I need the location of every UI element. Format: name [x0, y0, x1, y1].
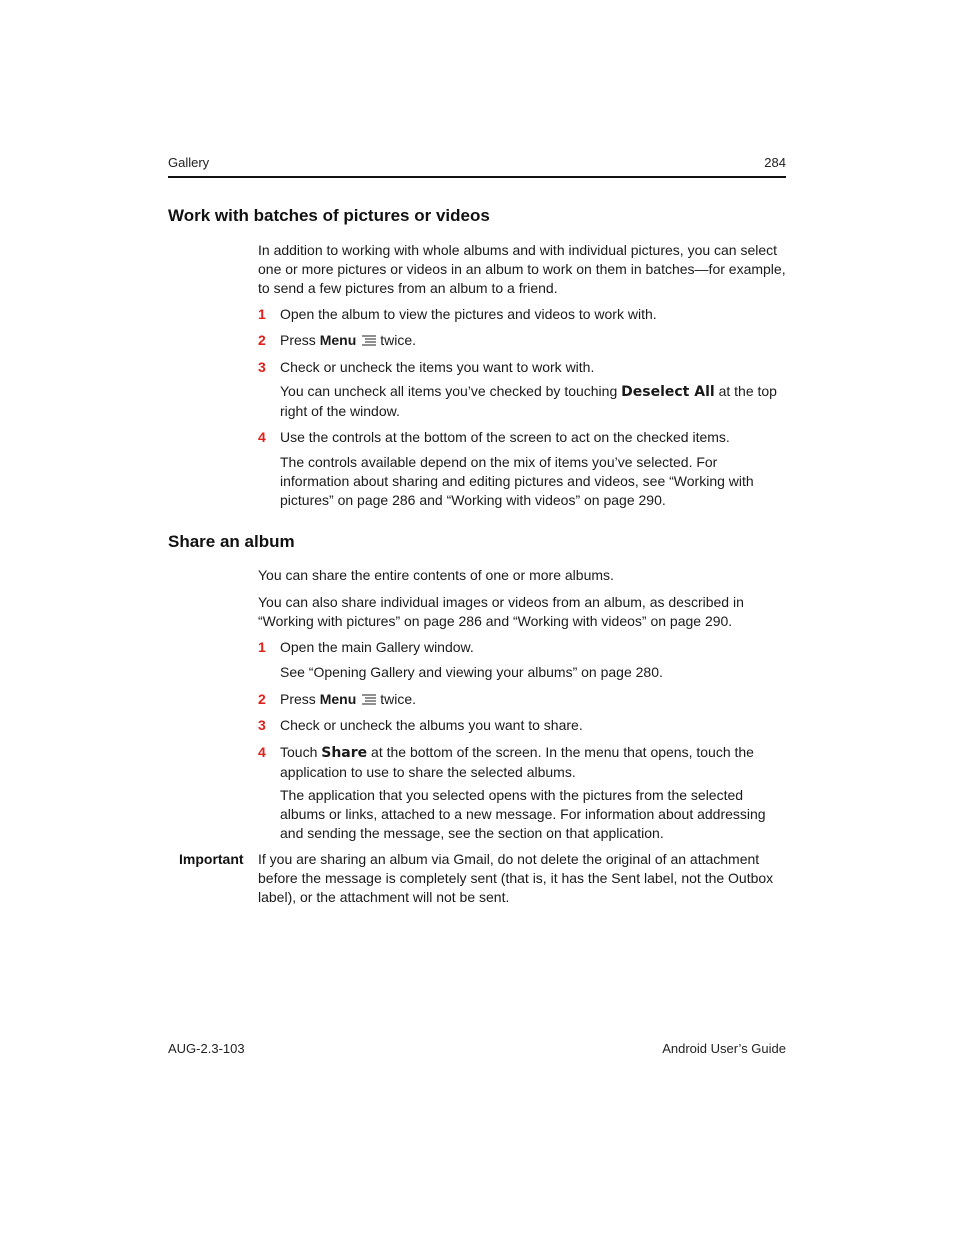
step-pre: Touch: [280, 744, 318, 760]
step-text: Check or uncheck the albums you want to share.: [280, 717, 583, 733]
note-label: Important: [179, 851, 244, 867]
step-subtext: The application that you selected opens with the pictures from the selected albums or links, attached to a new message. For information about addressing and sending the message, see the section on that application.: [280, 787, 766, 841]
step-subtext: [280, 382, 788, 421]
step-number: 4: [258, 744, 266, 760]
step-text: [280, 743, 788, 782]
deselect-all-ui-label: Deselect All: [621, 384, 715, 400]
step-number: 4: [258, 429, 266, 445]
step-post: twice.: [380, 332, 417, 348]
menu-ui-label: Menu: [319, 691, 357, 707]
step-subtext: The controls available depend on the mix of items you’ve selected. For information about sharing and editing pictures and videos, see “Working with pictures” on page 286 and “Working with videos” on page 290.: [280, 454, 754, 508]
step-number: 3: [258, 717, 266, 733]
step-pre: Press: [280, 691, 316, 707]
step-text: [280, 690, 788, 709]
step-post: at the bottom of the screen. In the menu that opens, touch the application to use to share the selected albums.: [280, 744, 754, 780]
subtext-post: at the top right of the window.: [280, 383, 777, 419]
footer-doc-id: AUG-2.3-103: [168, 1041, 245, 1056]
footer-title: Android User’s Guide: [662, 1041, 786, 1056]
running-header-section: Gallery: [168, 155, 210, 170]
menu-icon: [362, 335, 376, 346]
step-number: 2: [258, 332, 266, 348]
step-number: 2: [258, 691, 266, 707]
page-number: 284: [764, 155, 786, 170]
step-text: Use the controls at the bottom of the screen to act on the checked items.: [280, 429, 730, 445]
paragraph: You can also share individual images or videos from an album, as described in “Working with pictures” on page 286 and “Working with videos” on page 290.: [258, 594, 744, 629]
step-text: Check or uncheck the items you want to work with.: [280, 359, 595, 375]
paragraph: You can share the entire contents of one or more albums.: [258, 567, 614, 583]
step-pre: Press: [280, 332, 316, 348]
step-number: 1: [258, 639, 266, 655]
subtext-pre: You can uncheck all items you’ve checked by touching: [280, 383, 618, 399]
step-number: 3: [258, 359, 266, 375]
step-subtext: See “Opening Gallery and viewing your albums” on page 280.: [280, 664, 663, 680]
menu-icon: [362, 694, 376, 705]
step-post: twice.: [380, 691, 417, 707]
share-ui-label: Share: [321, 745, 368, 761]
note-text: If you are sharing an album via Gmail, do not delete the original of an attachment before the message is completely sent (that is, it has the Sent label, not the Outbox label), or the attachment will not be sent.: [258, 851, 774, 905]
step-text: Open the main Gallery window.: [280, 639, 474, 655]
header-rule: [168, 176, 786, 178]
step-text: Open the album to view the pictures and videos to work with.: [280, 306, 657, 322]
step-text: [280, 331, 788, 350]
section-heading-batches: Work with batches of pictures or videos: [168, 206, 490, 225]
menu-ui-label: Menu: [319, 332, 357, 348]
intro-paragraph: In addition to working with whole albums and with individual pictures, you can select one or more pictures or videos in an album to work on them in batches—for example, to send a few pictures from an album to a friend.: [258, 242, 786, 296]
section-heading-share: Share an album: [168, 532, 295, 551]
step-number: 1: [258, 306, 266, 322]
